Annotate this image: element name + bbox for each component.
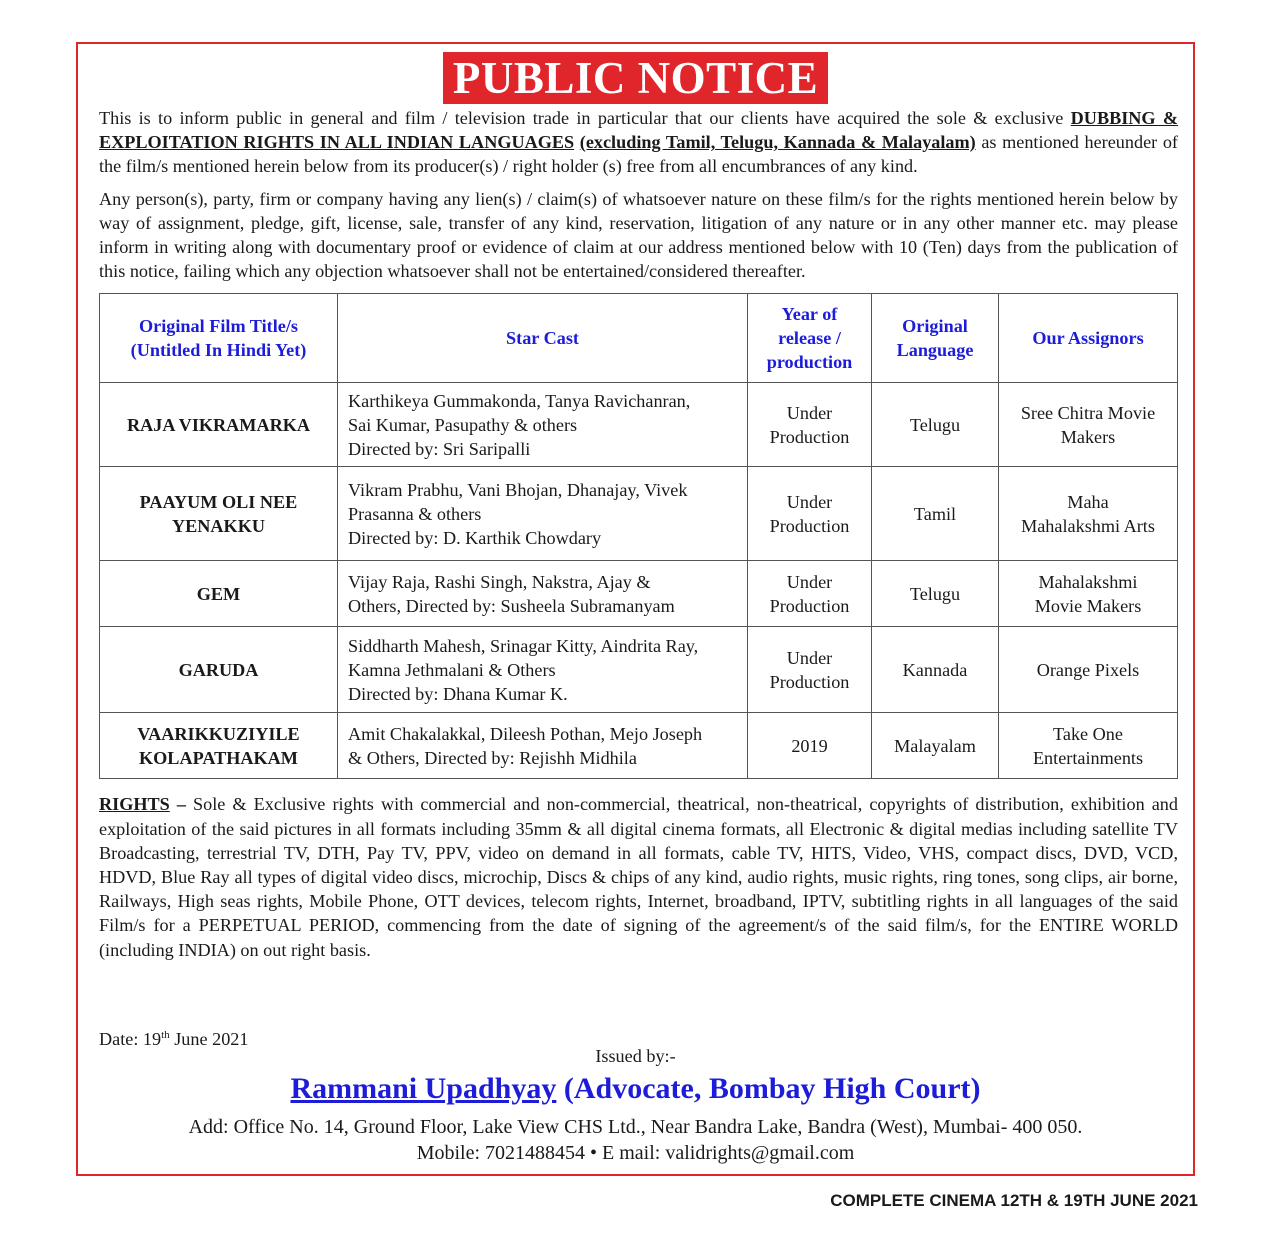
- assignor: Maha Mahalakshmi Arts: [999, 467, 1178, 561]
- claims-paragraph: Any person(s), party, firm or company having any lien(s) / claim(s) of whatsoever nature on these film/s for the rights mentioned herein below by way of assignment, pledge, gift, license, sale, transfer of any kind, reservation, litigation of any nature or in any other manner etc. may please inform in writing along with documentary proof or evidence of claim at our address mentioned below with 10 (Ten) days from the publication of this notice, failing which any objection whatsoever shall not be entertained/considered thereafter.: [99, 188, 1178, 282]
- table-row: [100, 467, 1178, 561]
- original-language: Kannada: [872, 627, 999, 713]
- release-year: Under Production: [748, 561, 872, 627]
- notice-title: PUBLIC NOTICE: [443, 52, 828, 104]
- original-language: Telugu: [872, 383, 999, 467]
- star-cast: Vikram Prabhu, Vani Bhojan, Dhanajay, Vivek Prasanna & others Directed by: D. Karthik Chowdary: [338, 467, 748, 561]
- assignor: Orange Pixels: [999, 627, 1178, 713]
- release-year: Under Production: [748, 627, 872, 713]
- advocate-name: Rammani Upadhyay: [290, 1072, 557, 1105]
- table-row: [100, 713, 1178, 779]
- release-year: Under Production: [748, 383, 872, 467]
- star-cast: Karthikeya Gummakonda, Tanya Ravichanran, Sai Kumar, Pasupathy & others Directed by: Sri Saripalli: [338, 383, 748, 467]
- header-language: Original Language: [872, 294, 999, 383]
- film-title: GEM: [100, 561, 338, 627]
- intro-paragraph: This is to inform public in general and film / television trade in particular that our clients have acquired the sole & exclusive DUBBING & EXPLOITATION RIGHTS IN ALL INDIAN LANGUAGES (excluding Tamil, Telugu, Kannada & Malayalam) as mentioned hereunder of the film/s mentioned herein below from its producer(s) / right holder (s) free from all encumbrances of any kind.: [99, 108, 1179, 177]
- office-address: Add: Office No. 14, Ground Floor, Lake View CHS Ltd., Near Bandra Lake, Bandra (West), Mumbai- 400 050.: [188, 1116, 1083, 1138]
- assignor: Mahalakshmi Movie Makers: [999, 561, 1178, 627]
- star-cast: Amit Chakalakkal, Dileesh Pothan, Mejo Joseph & Others, Directed by: Rejishh Midhila: [338, 713, 748, 779]
- film-title: VAARIKKUZIYILE KOLAPATHAKAM: [100, 713, 338, 779]
- film-title: PAAYUM OLI NEE YENAKKU: [100, 467, 338, 561]
- notice-body: [99, 106, 1178, 962]
- header-year: Year of release / production: [748, 294, 872, 383]
- original-language: Malayalam: [872, 713, 999, 779]
- header-assignors: Our Assignors: [999, 294, 1178, 383]
- original-language: Tamil: [872, 467, 999, 561]
- publication-footer: COMPLETE CINEMA 12TH & 19TH JUNE 2021: [830, 1191, 1198, 1210]
- films-table: [99, 293, 1178, 779]
- star-cast: Vijay Raja, Rashi Singh, Nakstra, Ajay & Others, Directed by: Susheela Subramanyam: [338, 561, 748, 627]
- contact-info: Mobile: 7021488454 • E mail: validrights@gmail.com: [416, 1142, 855, 1164]
- issued-by: Issued by:-: [595, 1046, 676, 1066]
- film-title: GARUDA: [100, 627, 338, 713]
- table-row: [100, 383, 1178, 467]
- notice-date: Date: 19th June 2021: [99, 1029, 249, 1050]
- exclusion-text: (excluding Tamil, Telugu, Kannada & Malayalam): [579, 132, 976, 153]
- notice-frame: [76, 42, 1195, 1176]
- advocate-signature: [78, 1070, 1193, 1108]
- star-cast: Siddharth Mahesh, Srinagar Kitty, Aindrita Ray, Kamna Jethmalani & Others Directed by: Dhana Kumar K.: [338, 627, 748, 713]
- assignor: Take One Entertainments: [999, 713, 1178, 779]
- dubbing-rights-text: DUBBING & EXPLOITATION RIGHTS IN ALL INDIAN LANGUAGES: [99, 108, 1179, 153]
- original-language: Telugu: [872, 561, 999, 627]
- rights-paragraph: RIGHTS – Sole & Exclusive rights with commercial and non-commercial, theatrical, non-theatrical, copyrights of distribution, exhibition and exploitation of the said pictures in all formats including 35mm & all digital cinema formats, all Electronic & digital medias including satellite TV Broadcasting, terrestrial TV, DTH, Pay TV, PPV, video on demand in all formats, cable TV, HITS, Video, VHS, compact discs, DVD, VCD, HDVD, Blue Ray all types of digital video discs, microchip, Discs & chips of any kind, audio rights, music rights, ring tones, song clips, air borne, Railways, High seas rights, Mobile Phone, OTT devices, telecom rights, Internet, broadband, IPTV, subtitling rights in all languages of the said Film/s for a PERPETUAL PERIOD, commencing from the date of signing of the agreement/s of the said film/s, for the ENTIRE WORLD (including INDIA) on out right basis.: [99, 794, 1178, 960]
- table-row: [100, 627, 1178, 713]
- header-film-title: Original Film Title/s (Untitled In Hindi Yet): [100, 294, 338, 383]
- table-row: [100, 561, 1178, 627]
- header-star-cast: Star Cast: [338, 294, 748, 383]
- advocate-title: (Advocate, Bombay High Court): [556, 1072, 981, 1105]
- assignor: Sree Chitra Movie Makers: [999, 383, 1178, 467]
- table-header-row: [100, 294, 1178, 383]
- release-year: 2019: [748, 713, 872, 779]
- rights-label: RIGHTS: [99, 794, 170, 815]
- film-title: RAJA VIKRAMARKA: [100, 383, 338, 467]
- release-year: Under Production: [748, 467, 872, 561]
